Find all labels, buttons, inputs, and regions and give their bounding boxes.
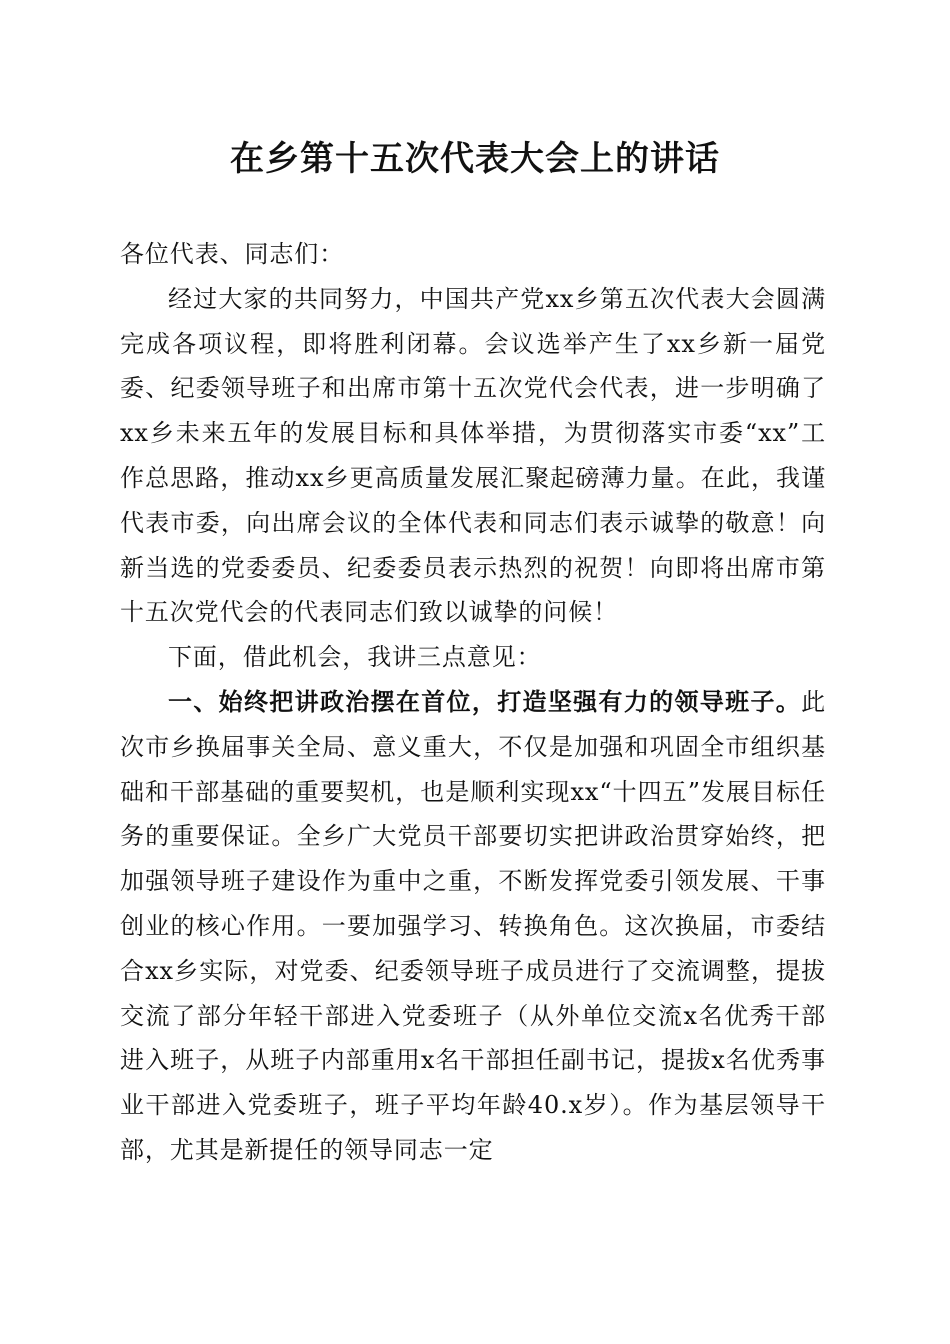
salutation: 各位代表、同志们： — [120, 240, 345, 268]
document-body — [120, 232, 826, 1173]
section-one-paragraph — [120, 680, 826, 1173]
document-title: 在乡第十五次代表大会上的讲话 — [230, 139, 720, 179]
paragraph-opening: 经过大家的共同努力，中国共产党xx乡第五次代表大会圆满完成各项议程，即将胜利闭幕。会议选举产生了xx乡新一届党委、纪委领导班子和出席市第十五次党代会代表，进一步明确了xx乡未来五年的发展目标和具体举措，为贯彻落实市委“xx”工作总思路，推动xx乡更高质量发展汇聚起磅薄力量。在此，我谨代表市委，向出席会议的全体代表和同志们表示诚挚的敬意！向新当选的党委委员、纪委委员表示热烈的祝贺！向即将出席市第十五次党代会的代表同志们致以诚挚的问候！ — [120, 284, 826, 627]
section-one-heading: 一、始终把讲政治摆在首位，打造坚强有力的领导班子。 — [168, 687, 802, 716]
section-one-text: 此次市乡换届事关全局、意义重大，不仅是加强和巩固全市组织基础和干部基础的重要契机，也是顺利实现xx“十四五”发展目标任务的重要保证。全乡广大党员干部要切实把讲政治贯穿始终，把加强领导班子建设作为重中之重，不断发挥党委引领发展、干事创业的核心作用。一要加强学习、转换角色。这次换届，市委结合xx乡实际，对党委、纪委领导班子成员进行了交流调整，提拔交流了部分年轻干部进入党委班子（从外单位交流x名优秀干部进入班子，从班子内部重用x名干部担任副书记，提拔x名优秀事业干部进入党委班子，班子平均年龄40.x岁）。作为基层领导干部，尤其是新提任的领导同志一定 — [120, 687, 826, 1164]
paragraph-transition: 下面，借此机会，我讲三点意见： — [168, 643, 542, 672]
